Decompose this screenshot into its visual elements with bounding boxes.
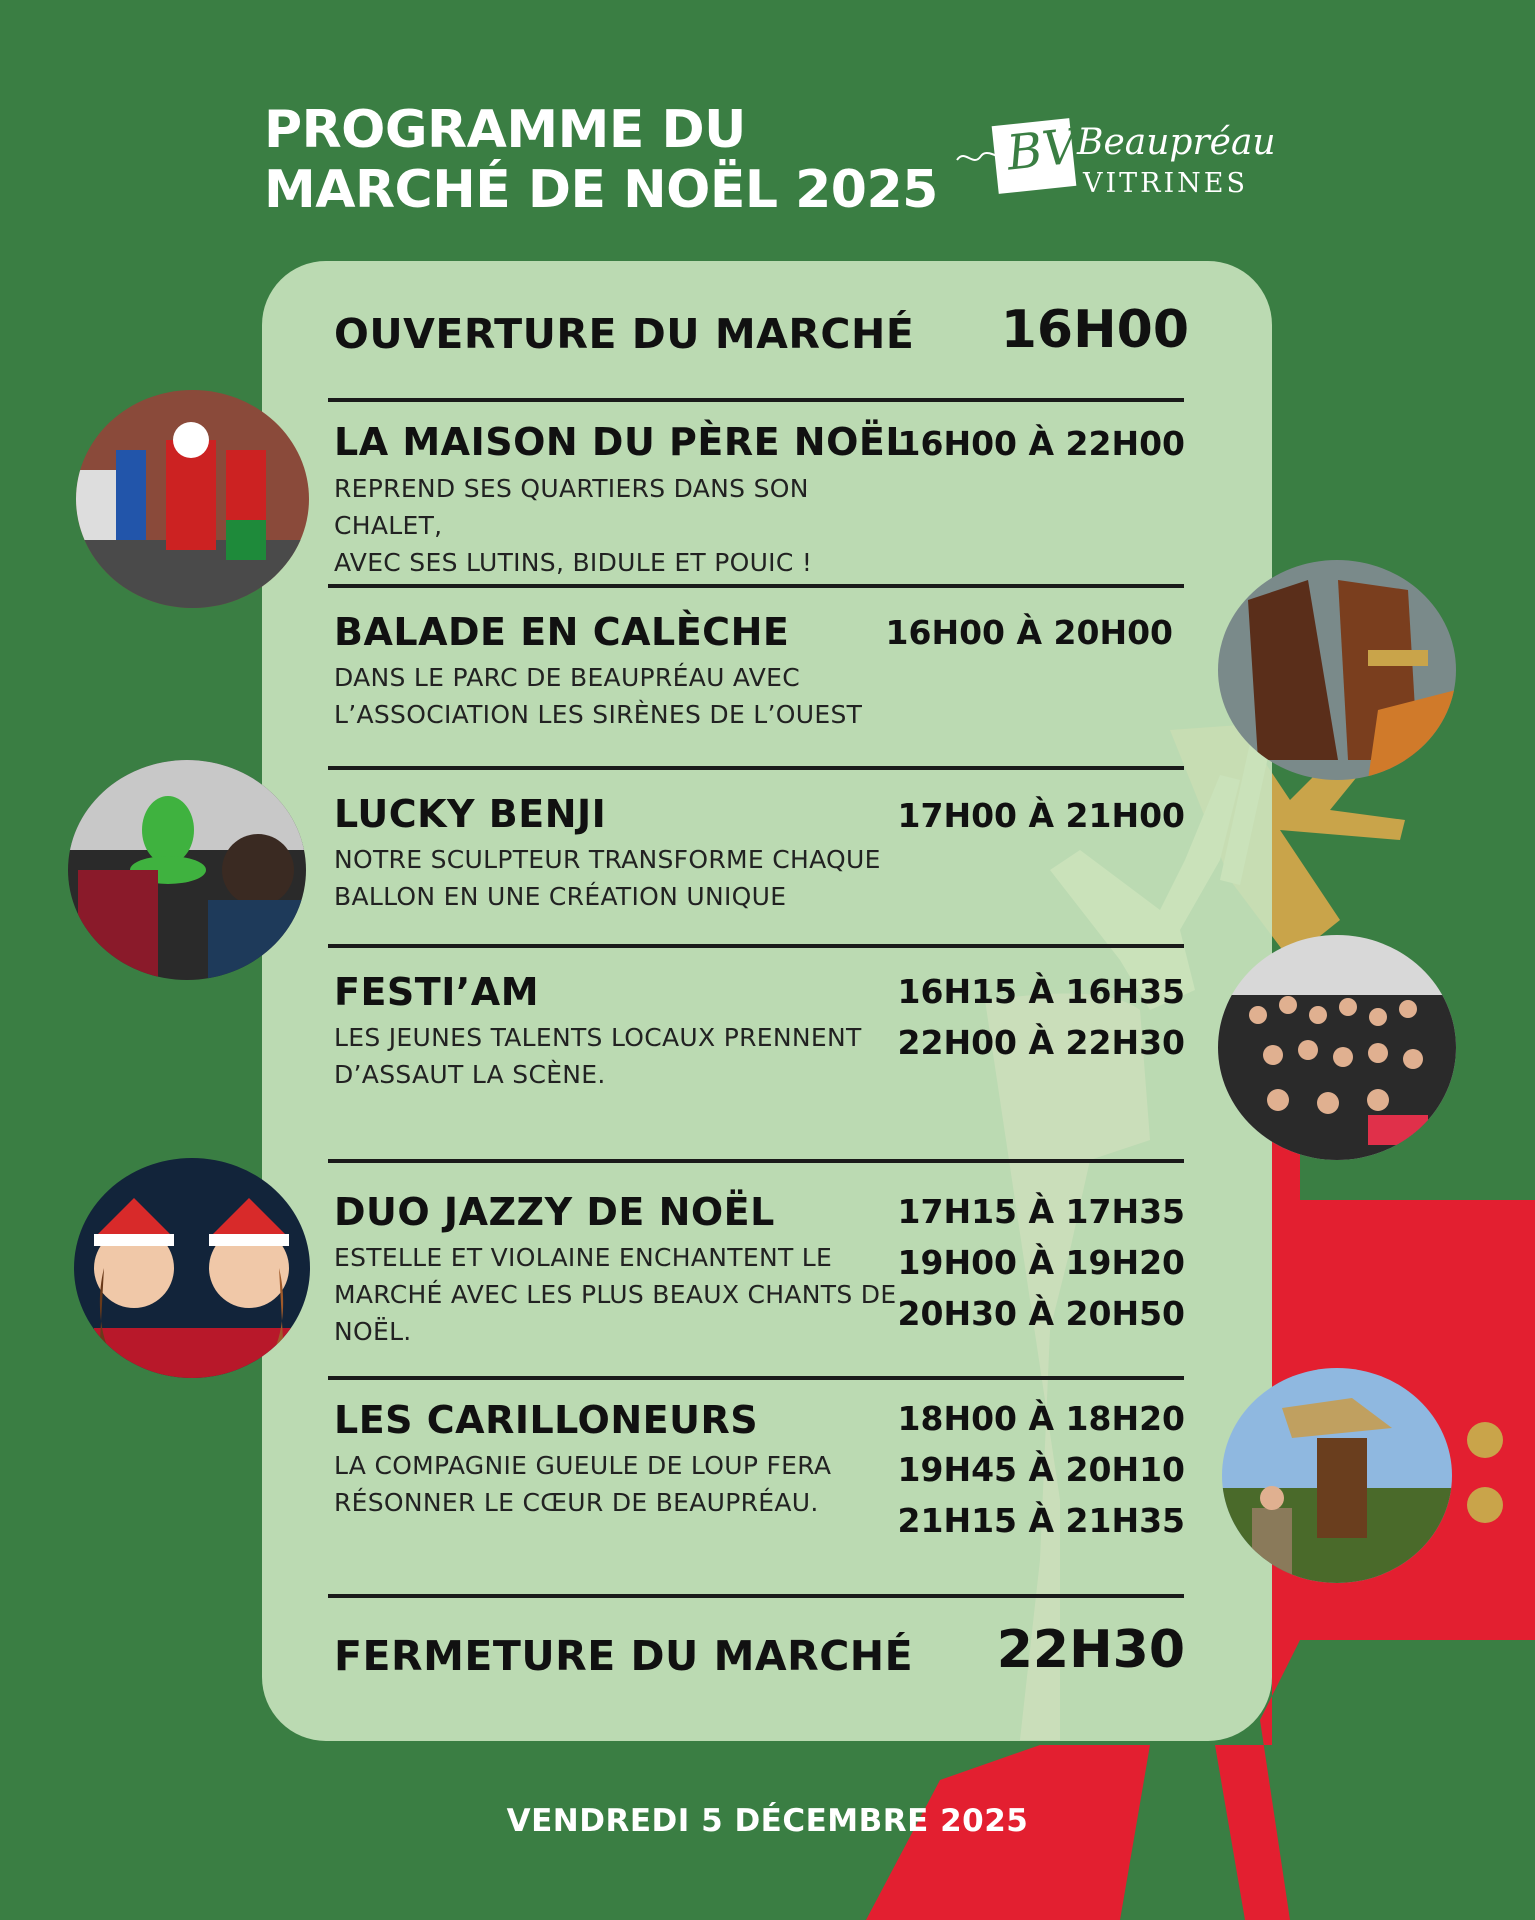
horse-carriage-photo [1218, 560, 1456, 780]
opening-label: OUVERTURE DU MARCHÉ [334, 310, 915, 358]
event-description-line: LA COMPAGNIE GUEULE DE LOUP FERA [334, 1451, 832, 1480]
event-time: 20H30 À 20H50 [897, 1294, 1185, 1333]
event-description-line: DANS LE PARC DE BEAUPRÉAU AVEC [334, 663, 800, 692]
event-time: 16H00 À 20H00 [885, 613, 1173, 652]
event-time: 17H15 À 17H35 [897, 1192, 1185, 1231]
divider [328, 1594, 1184, 1598]
event-title: DUO JAZZY DE NOËL [334, 1190, 775, 1234]
closing-time: 22H30 [996, 1620, 1185, 1680]
logo-name-top: Beaupréau [1077, 122, 1276, 163]
reindeer-spot [1467, 1487, 1503, 1523]
event-description-line: NOTRE SCULPTEUR TRANSFORME CHAQUE [334, 845, 881, 874]
event-time: 16H00 À 22H00 [897, 424, 1185, 463]
logo-monogram: BV [1004, 118, 1080, 182]
event-times [898, 966, 1185, 1068]
divider [328, 944, 1184, 948]
divider [328, 1376, 1184, 1380]
event-description [334, 1019, 914, 1093]
event-description-line: MARCHÉ AVEC LES PLUS BEAUX CHANTS DE [334, 1280, 897, 1309]
event-title: LUCKY BENJI [334, 792, 607, 836]
event-times [898, 1186, 1185, 1339]
title-line-1: PROGRAMME DU [264, 100, 746, 160]
event-time: 17H00 À 21H00 [897, 796, 1185, 835]
event-description [334, 1447, 914, 1521]
event-description-line: RÉSONNER LE CŒUR DE BEAUPRÉAU. [334, 1488, 819, 1517]
event-title: LA MAISON DU PÈRE NOËL [334, 420, 911, 464]
event-title: BALADE EN CALÈCHE [334, 610, 790, 654]
event-description-line: L’ASSOCIATION LES SIRÈNES DE L’OUEST [334, 700, 863, 729]
event-description [334, 1239, 934, 1350]
event-description [334, 841, 914, 915]
event-title: LES CARILLONEURS [334, 1398, 759, 1442]
santa-and-elves-photo [76, 390, 309, 608]
event-times [898, 418, 1185, 469]
opening-time: 16H00 [1000, 300, 1189, 360]
divider [328, 398, 1184, 402]
event-time: 19H45 À 20H10 [897, 1450, 1185, 1489]
logo-name-bottom: VITRINES [1083, 168, 1248, 199]
event-description-line: NOËL. [334, 1317, 412, 1346]
reindeer-spot [1467, 1422, 1503, 1458]
event-time: 22H00 À 22H30 [897, 1023, 1185, 1062]
event-times [898, 1393, 1185, 1546]
event-description-line: REPREND SES QUARTIERS DANS SON CHALET, [334, 474, 809, 540]
event-date: VENDREDI 5 DÉCEMBRE 2025 [506, 1803, 1029, 1839]
divider [328, 584, 1184, 588]
carillon-performer-photo [1222, 1368, 1452, 1583]
event-times [886, 607, 1173, 658]
divider [328, 1159, 1184, 1163]
divider [328, 766, 1184, 770]
event-times [898, 790, 1185, 841]
event-time: 19H00 À 19H20 [897, 1243, 1185, 1282]
event-description-line: BALLON EN UNE CRÉATION UNIQUE [334, 882, 787, 911]
closing-label: FERMETURE DU MARCHÉ [334, 1632, 914, 1680]
page-title [264, 100, 938, 220]
event-description-line: AVEC SES LUTINS, BIDULE ET POUIC ! [334, 548, 813, 577]
event-description-line: LES JEUNES TALENTS LOCAUX PRENNENT [334, 1023, 862, 1052]
title-line-2: MARCHÉ DE NOËL 2025 [264, 160, 938, 220]
event-time: 16H15 À 16H35 [897, 972, 1185, 1011]
event-description [334, 470, 914, 581]
event-time: 21H15 À 21H35 [897, 1501, 1185, 1540]
balloon-artist-photo [68, 760, 306, 980]
event-title: FESTI’AM [334, 970, 540, 1014]
festiam-group-photo [1218, 935, 1456, 1160]
jazzy-duo-illustration [74, 1158, 310, 1378]
event-description-line: D’ASSAUT LA SCÈNE. [334, 1060, 606, 1089]
event-time: 18H00 À 18H20 [897, 1399, 1185, 1438]
event-description [334, 659, 914, 733]
event-description-line: ESTELLE ET VIOLAINE ENCHANTENT LE [334, 1243, 833, 1272]
beaupreau-vitrines-logo [955, 118, 1276, 208]
